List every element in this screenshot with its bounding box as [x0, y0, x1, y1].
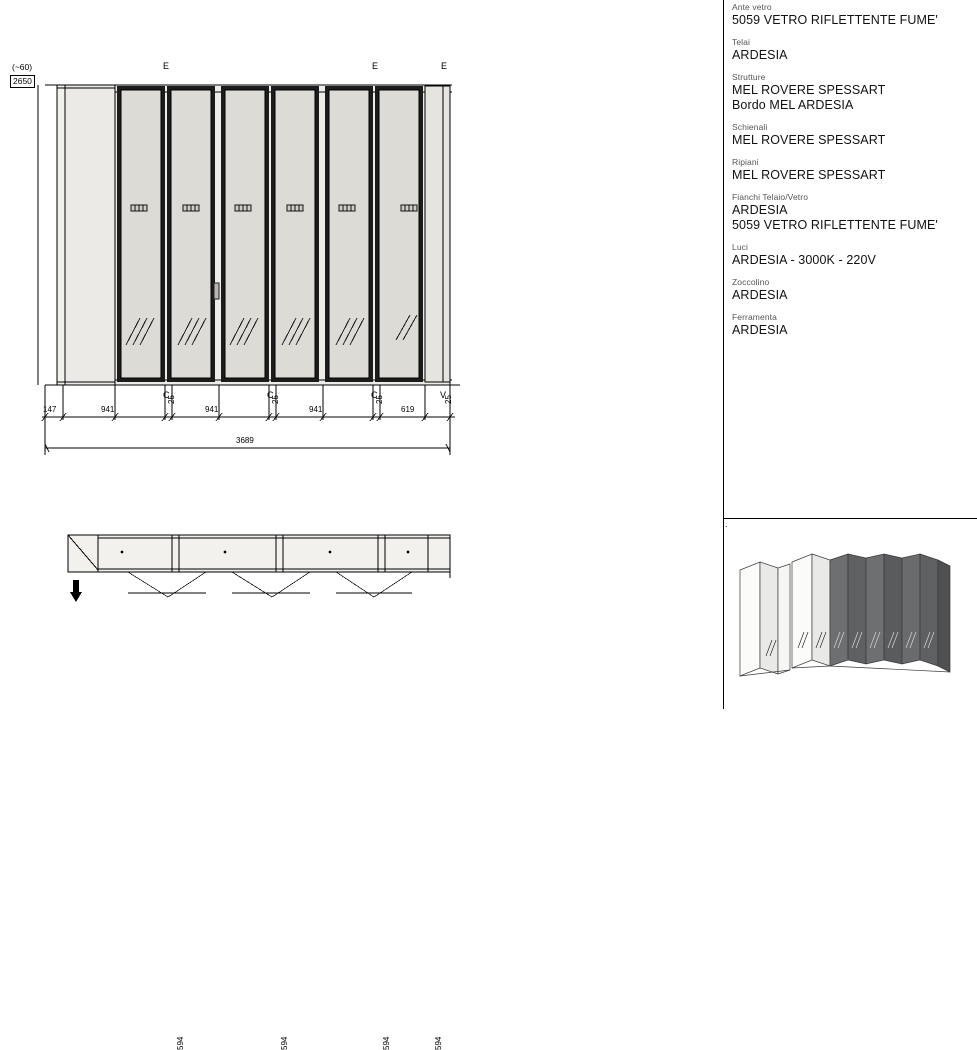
- spec-label: Ripiani: [732, 157, 759, 167]
- spec-value-secondary: Bordo MEL ARDESIA: [732, 98, 854, 112]
- bottom-marker-v: V: [440, 390, 447, 400]
- spec-label: Luci: [732, 242, 748, 252]
- dim-25-4: 25: [444, 395, 453, 404]
- specification-list: [732, 2, 976, 347]
- spec-group-schienali: [732, 122, 976, 148]
- spec-value: MEL ROVERE SPESSART: [732, 168, 886, 182]
- dim-25-2: 25: [271, 395, 280, 404]
- bottom-marker-c-2: C: [267, 390, 274, 400]
- dim-25-1: 25: [167, 395, 176, 404]
- door-label-e-3: E: [441, 61, 448, 71]
- plan-depth-2: 594: [280, 1036, 289, 1050]
- total-width-label: 3689: [236, 436, 254, 445]
- bottom-marker-c-3: C: [371, 390, 378, 400]
- spec-value: ARDESIA: [732, 288, 788, 302]
- dim-147: 147: [43, 405, 57, 414]
- dim-941-2: 941: [205, 405, 219, 414]
- spec-value: ARDESIA: [732, 48, 788, 62]
- perspective-thumbnail: [730, 548, 970, 703]
- plan-view: [0, 480, 723, 1050]
- spec-value: ARDESIA - 3000K - 220V: [732, 253, 876, 267]
- plan-depth-4: 594: [434, 1036, 443, 1050]
- door-label-e-1: E: [163, 61, 170, 71]
- spec-group-luci: [732, 242, 976, 268]
- spec-label: Telai: [732, 37, 750, 47]
- plan-depth-1: 594: [176, 1036, 185, 1050]
- spec-group-strutture: [732, 72, 976, 113]
- bottom-marker-c-1: C: [163, 390, 170, 400]
- spec-value: 5059 VETRO RIFLETTENTE FUME': [732, 13, 938, 27]
- dim-941-1: 941: [101, 405, 115, 414]
- spec-group-ferramenta: [732, 312, 976, 338]
- spec-label: Ante vetro: [732, 2, 772, 12]
- spec-value: MEL ROVERE SPESSART: [732, 83, 886, 97]
- spec-label: Schienali: [732, 122, 768, 132]
- spec-group-zoccolino: [732, 277, 976, 303]
- spec-label: Fianchi Telaio/Vetro: [732, 192, 809, 202]
- spec-label: Zoccolino: [732, 277, 770, 287]
- spec-value: ARDESIA: [732, 203, 788, 217]
- spec-label: Strutture: [732, 72, 766, 82]
- spec-value: ARDESIA: [732, 323, 788, 337]
- elevation-view: [0, 0, 723, 480]
- spec-group-telai: [732, 37, 976, 63]
- spec-value-secondary: 5059 VETRO RIFLETTENTE FUME': [732, 218, 938, 232]
- spec-group-ripiani: [732, 157, 976, 183]
- spec-group-fianchi: [732, 192, 976, 233]
- plan-svg: [0, 480, 723, 709]
- door-label-e-2: E: [372, 61, 379, 71]
- corner-dot: .: [725, 519, 728, 529]
- spec-value: MEL ROVERE SPESSART: [732, 133, 886, 147]
- dim-941-3: 941: [309, 405, 323, 414]
- height-overall-label: (~60): [12, 62, 33, 72]
- perspective-svg: [730, 548, 970, 703]
- dim-619: 619: [401, 405, 415, 414]
- plan-depth-3: 594: [382, 1036, 391, 1050]
- spec-label: Ferramenta: [732, 312, 777, 322]
- dim-25-3: 25: [375, 395, 384, 404]
- panel-divider: [723, 518, 977, 519]
- spec-group-ante-vetro: [732, 2, 976, 28]
- height-dimension-box: 2650: [10, 75, 35, 88]
